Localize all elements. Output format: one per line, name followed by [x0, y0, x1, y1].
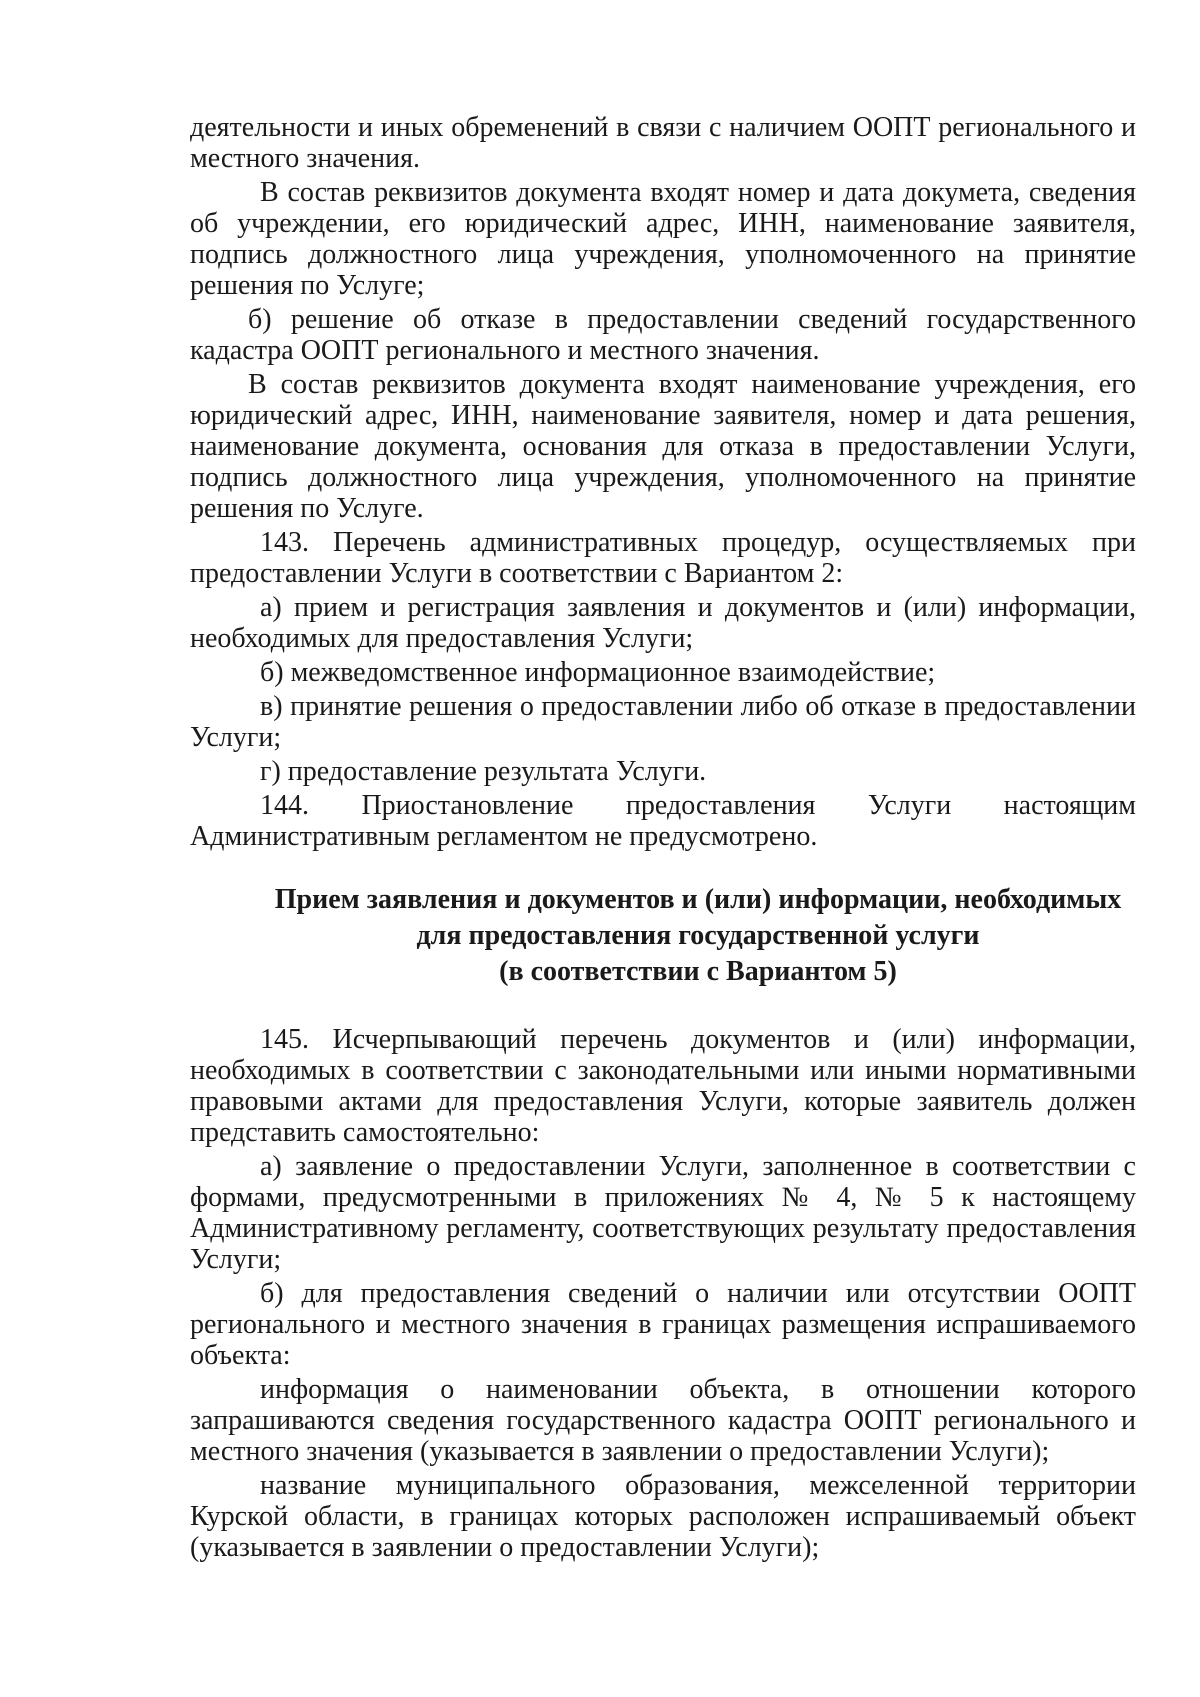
list-item-b: б) межведомственное информационное взаимодействие;: [260, 657, 936, 688]
heading-line-2: для предоставления государственной услуги: [416, 920, 980, 951]
list-item-a: а) прием и регистрация заявления и документов и (или) информации, необходимых для предоставления Услуги;: [190, 592, 1136, 654]
paragraph-143: 143. Перечень административных процедур, осуществляемых при предоставлении Услуги в соответствии с Вариантом 2:: [190, 527, 1136, 589]
heading-line-1: Прием заявления и документов и (или) информации, необходимых: [274, 884, 1122, 915]
paragraph-145: 145. Исчерпывающий перечень документов и (или) информации, необходимых в соответствии с законодательными или иными нормативными правовыми актами для предоставления Услуги, которые заявитель должен представить самостоятельно:: [190, 1024, 1136, 1148]
list-item-145-a: а) заявление о предоставлении Услуги, заполненное в соответствии с формами, предусмотренными в приложениях № 4, № 5 к настоящему Административному регламенту, соответствующих результату предоставления Услуги;: [190, 1151, 1136, 1275]
paragraph-municipality: название муниципального образования, межселенной территории Курской области, в границах которых расположен испрашиваемый объект (указывается в заявлении о предоставлении Услуги);: [190, 1470, 1136, 1563]
list-item-g: г) предоставление результата Услуги.: [260, 756, 707, 787]
paragraph-refusal-decision: б) решение об отказе в предоставлении сведений государственного кадастра ООПТ регионального и местного значения.: [190, 304, 1136, 366]
paragraph-object-info: информация о наименовании объекта, в отношении которого запрашиваются сведения государственного кадастра ООПТ регионального и местного значения (указывается в заявлении о предоставлении Услуги);: [190, 1374, 1136, 1467]
paragraph-requisites-refusal: В состав реквизитов документа входят наименование учреждения, его юридический адрес, ИНН, наименование заявителя, номер и дата решения, наименование документа, основания для отказа в предоставлении Услуги, подпись должностного лица учреждения, уполномоченного на принятие решения по Услуге.: [190, 369, 1136, 524]
document-body: [190, 112, 1136, 1566]
heading-line-3: (в соответствии с Вариантом 5): [499, 956, 897, 987]
paragraph-144: 144. Приостановление предоставления Услуги настоящим Административным регламентом не предусмотрено.: [190, 790, 1136, 852]
paragraph-continuation: деятельности и иных обременений в связи с наличием ООПТ регионального и местного значения.: [190, 112, 1136, 174]
section-heading: [190, 882, 1136, 990]
paragraph-requisites-positive: В состав реквизитов документа входят номер и дата докумета, сведения об учреждении, его юридический адрес, ИНН, наименование заявителя, подпись должностного лица учреждения, уполномоченного на принятие решения по Услуге;: [190, 177, 1136, 301]
list-item-v: в) принятие решения о предоставлении либо об отказе в предоставлении Услуги;: [190, 691, 1136, 753]
list-item-145-b: б) для предоставления сведений о наличии или отсутствии ООПТ регионального и местного значения в границах размещения испрашиваемого объекта:: [190, 1278, 1136, 1371]
